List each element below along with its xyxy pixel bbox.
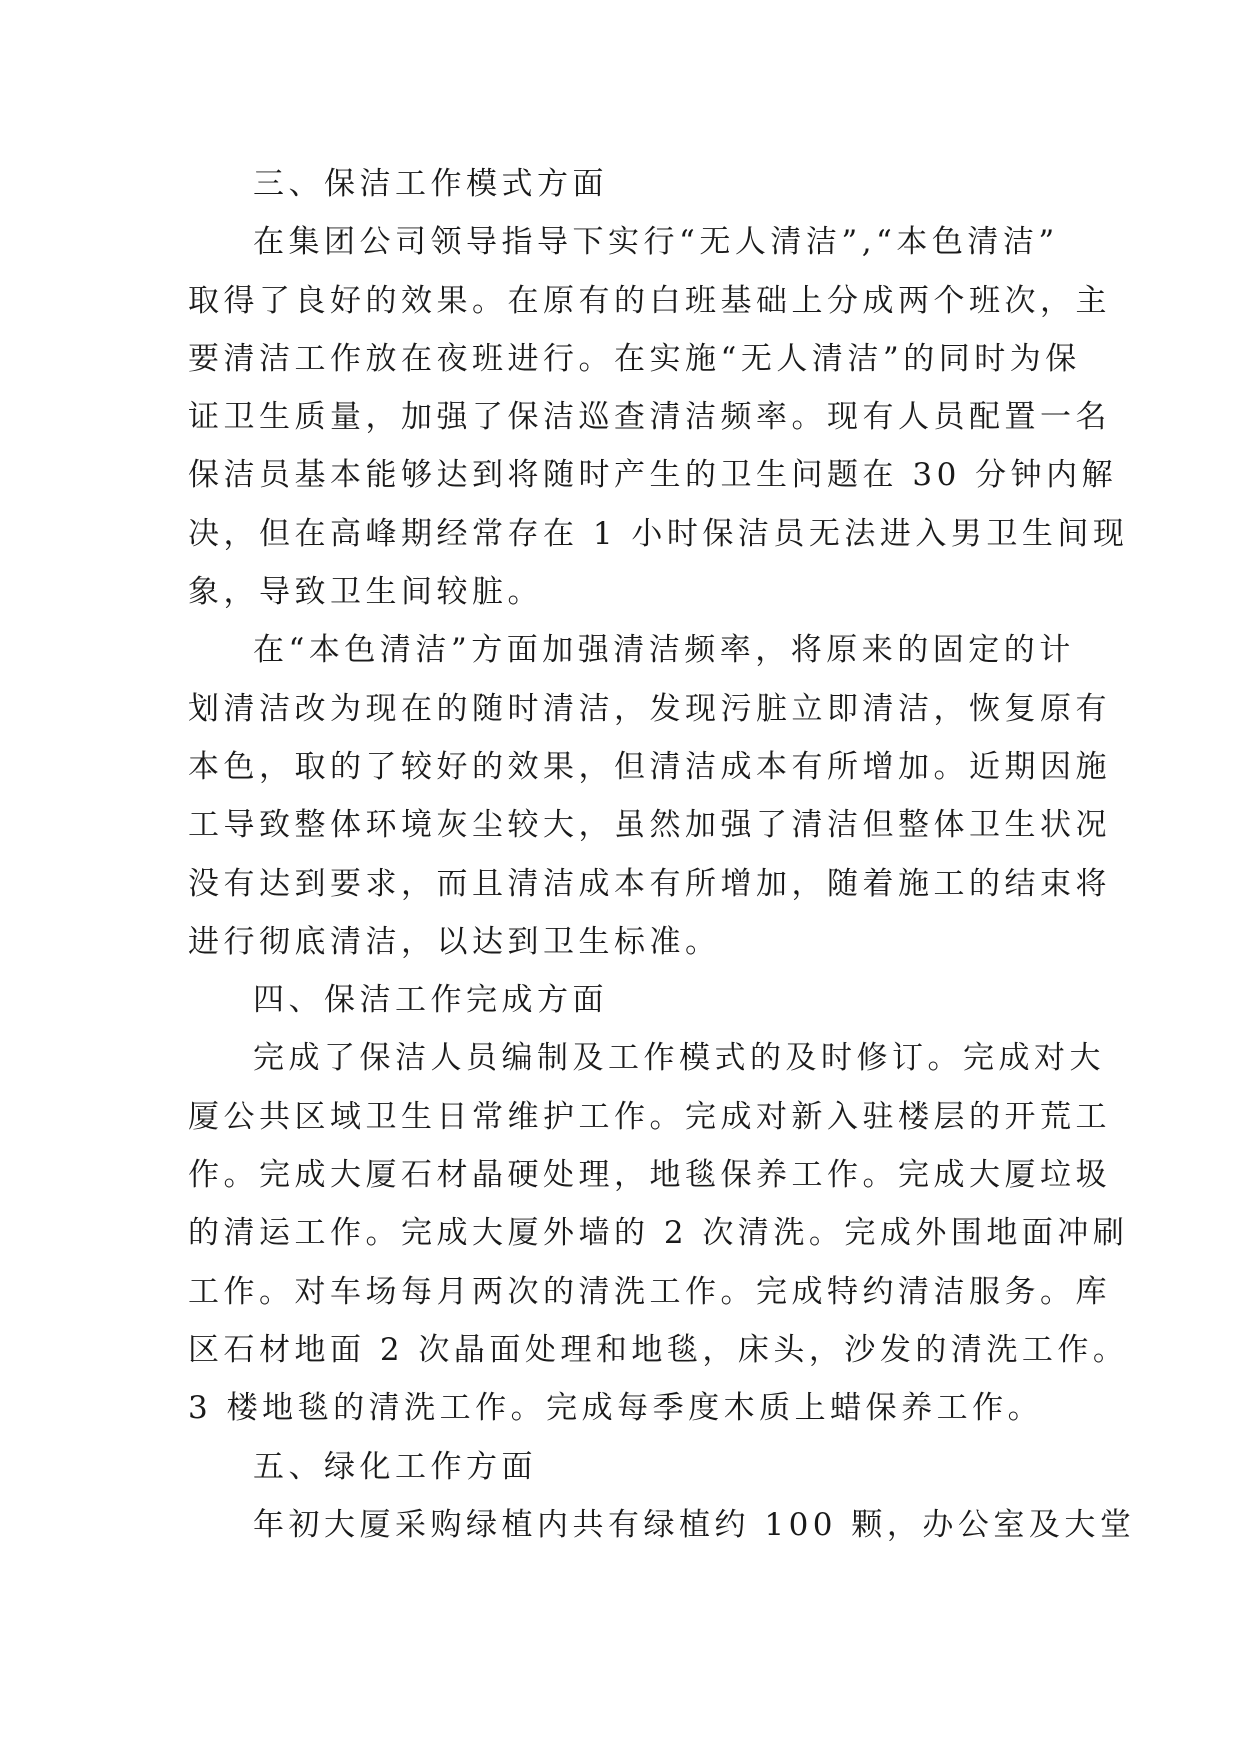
paragraph-line: 没有达到要求，而且清洁成本有所增加，随着施工的结束将 (188, 865, 1111, 902)
section-heading-3: 三、保洁工作模式方面 (253, 166, 608, 202)
paragraph-line: 本色，取的了较好的效果，但清洁成本有所增加。近期因施 (188, 748, 1111, 785)
paragraph-line: 在集团公司领导指导下实行“无人清洁”,“本色清洁” (253, 224, 1059, 261)
paragraph-line: 的清运工作。完成大厦外墙的 2 次清洗。完成外围地面冲刷 (188, 1215, 1129, 1252)
paragraph-line: 区石材地面 2 次晶面处理和地毯，床头，沙发的清洗工作。 (188, 1331, 1129, 1368)
paragraph-line: 证卫生质量，加强了保洁巡查清洁频率。现有人员配置一名 (188, 399, 1111, 436)
paragraph-line: 取得了良好的效果。在原有的白班基础上分成两个班次，主 (188, 282, 1111, 319)
paragraph-line: 工作。对车场每月两次的清洗工作。完成特约清洁服务。库 (188, 1273, 1111, 1310)
paragraph-line: 象，导致卫生间较脏。 (188, 574, 543, 611)
paragraph-line: 保洁员基本能够达到将随时产生的卫生问题在 30 分钟内解 (188, 457, 1118, 494)
paragraph-line: 要清洁工作放在夜班进行。在实施“无人清洁”的同时为保 (188, 340, 1081, 377)
paragraph-line: 决，但在高峰期经常存在 1 小时保洁员无法进入男卫生间现 (188, 515, 1129, 552)
paragraph-line: 工导致整体环境灰尘较大，虽然加强了清洁但整体卫生状况 (188, 807, 1111, 844)
section-heading-5: 五、绿化工作方面 (253, 1448, 537, 1485)
paragraph-line: 在“本色清洁”方面加强清洁频率，将原来的固定的计 (253, 632, 1075, 669)
section-heading-4: 四、保洁工作完成方面 (253, 982, 608, 1019)
paragraph-line: 作。完成大厦石材晶硬处理，地毯保养工作。完成大厦垃圾 (188, 1157, 1111, 1194)
paragraph-line: 进行彻底清洁，以达到卫生标准。 (188, 923, 721, 960)
paragraph-line: 3 楼地毯的清洗工作。完成每季度木质上蜡保养工作。 (188, 1390, 1044, 1427)
document-body (188, 155, 1136, 1554)
paragraph-line: 年初大厦采购绿植内共有绿植约 100 颗，办公室及大堂 (253, 1506, 1136, 1543)
paragraph-line: 完成了保洁人员编制及工作模式的及时修订。完成对大 (253, 1040, 1105, 1077)
paragraph-line: 划清洁改为现在的随时清洁，发现污脏立即清洁，恢复原有 (188, 690, 1111, 727)
paragraph-line: 厦公共区域卫生日常维护工作。完成对新入驻楼层的开荒工 (188, 1098, 1111, 1135)
